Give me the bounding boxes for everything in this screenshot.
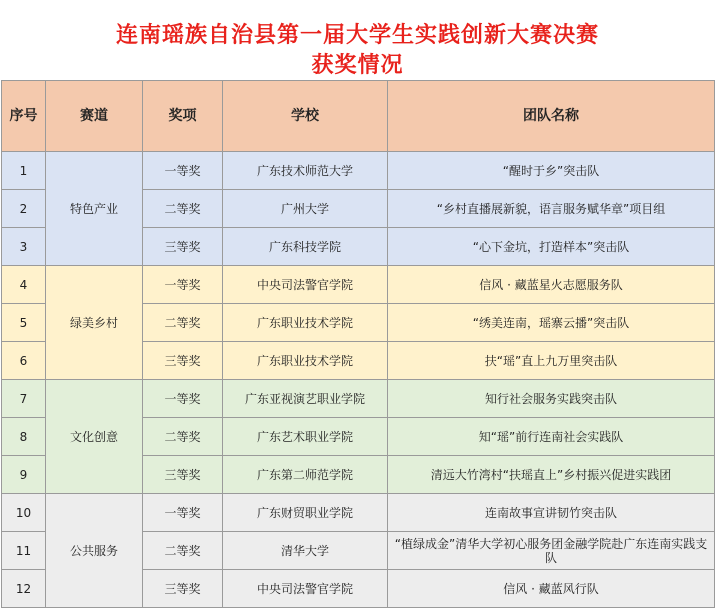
cell-team: “心下金坑，打造样本”突击队 (388, 228, 715, 266)
cell-team: 知行社会服务实践突击队 (388, 380, 715, 418)
cell-team: 清远大竹湾村“扶瑶直上”乡村振兴促进实践团 (388, 456, 715, 494)
cell-award: 一等奖 (143, 152, 223, 190)
cell-award: 二等奖 (143, 532, 223, 570)
table-row (2, 266, 715, 304)
cell-school: 广东职业技术学院 (223, 304, 388, 342)
cell-no: 11 (2, 532, 46, 570)
cell-award: 一等奖 (143, 380, 223, 418)
cell-team: “植绿成金”清华大学初心服务团金融学院赴广东连南实践支队 (388, 532, 715, 570)
cell-track: 特色产业 (46, 152, 143, 266)
table-row (2, 380, 715, 418)
cell-team: 连南故事宣讲韧竹突击队 (388, 494, 715, 532)
cell-award: 二等奖 (143, 190, 223, 228)
cell-no: 7 (2, 380, 46, 418)
table-row (2, 494, 715, 532)
cell-school: 广东财贸职业学院 (223, 494, 388, 532)
cell-no: 6 (2, 342, 46, 380)
cell-track: 文化创意 (46, 380, 143, 494)
cell-school: 中央司法警官学院 (223, 570, 388, 608)
cell-team: “乡村直播展新貌，语言服务赋华章”项目组 (388, 190, 715, 228)
cell-team: 知“瑶”前行连南社会实践队 (388, 418, 715, 456)
cell-no: 2 (2, 190, 46, 228)
cell-team: 扶“瑶”直上九万里突击队 (388, 342, 715, 380)
cell-award: 三等奖 (143, 342, 223, 380)
table-header-row (2, 81, 715, 152)
cell-no: 9 (2, 456, 46, 494)
cell-school: 广东亚视演艺职业学院 (223, 380, 388, 418)
cell-award: 一等奖 (143, 494, 223, 532)
cell-award: 二等奖 (143, 418, 223, 456)
cell-team: 信风 · 藏蓝星火志愿服务队 (388, 266, 715, 304)
cell-team: “绣美连南，瑶寨云播”突击队 (388, 304, 715, 342)
cell-no: 12 (2, 570, 46, 608)
header-track: 赛道 (46, 81, 143, 152)
page-title: 连南瑶族自治县第一届大学生实践创新大赛决赛 (115, 22, 599, 48)
cell-no: 10 (2, 494, 46, 532)
cell-school: 广东艺术职业学院 (223, 418, 388, 456)
cell-no: 3 (2, 228, 46, 266)
cell-school: 清华大学 (223, 532, 388, 570)
page-subtitle: 获奖情况 (311, 52, 404, 78)
cell-school: 广东科技学院 (223, 228, 388, 266)
cell-award: 三等奖 (143, 456, 223, 494)
table-row (2, 152, 715, 190)
cell-team: “醒时于乡”突击队 (388, 152, 715, 190)
cell-award: 一等奖 (143, 266, 223, 304)
cell-school: 广东第二师范学院 (223, 456, 388, 494)
cell-no: 5 (2, 304, 46, 342)
cell-no: 4 (2, 266, 46, 304)
cell-school: 中央司法警官学院 (223, 266, 388, 304)
cell-school: 广东职业技术学院 (223, 342, 388, 380)
cell-track: 绿美乡村 (46, 266, 143, 380)
cell-school: 广州大学 (223, 190, 388, 228)
cell-no: 1 (2, 152, 46, 190)
cell-track: 公共服务 (46, 494, 143, 608)
cell-award: 三等奖 (143, 228, 223, 266)
cell-award: 二等奖 (143, 304, 223, 342)
header-school: 学校 (223, 81, 388, 152)
cell-no: 8 (2, 418, 46, 456)
header-team: 团队名称 (388, 81, 715, 152)
header-award: 奖项 (143, 81, 223, 152)
awards-table (1, 80, 715, 608)
cell-team: 信风 · 藏蓝风行队 (388, 570, 715, 608)
cell-school: 广东技术师范大学 (223, 152, 388, 190)
cell-award: 三等奖 (143, 570, 223, 608)
header-no: 序号 (2, 81, 46, 152)
